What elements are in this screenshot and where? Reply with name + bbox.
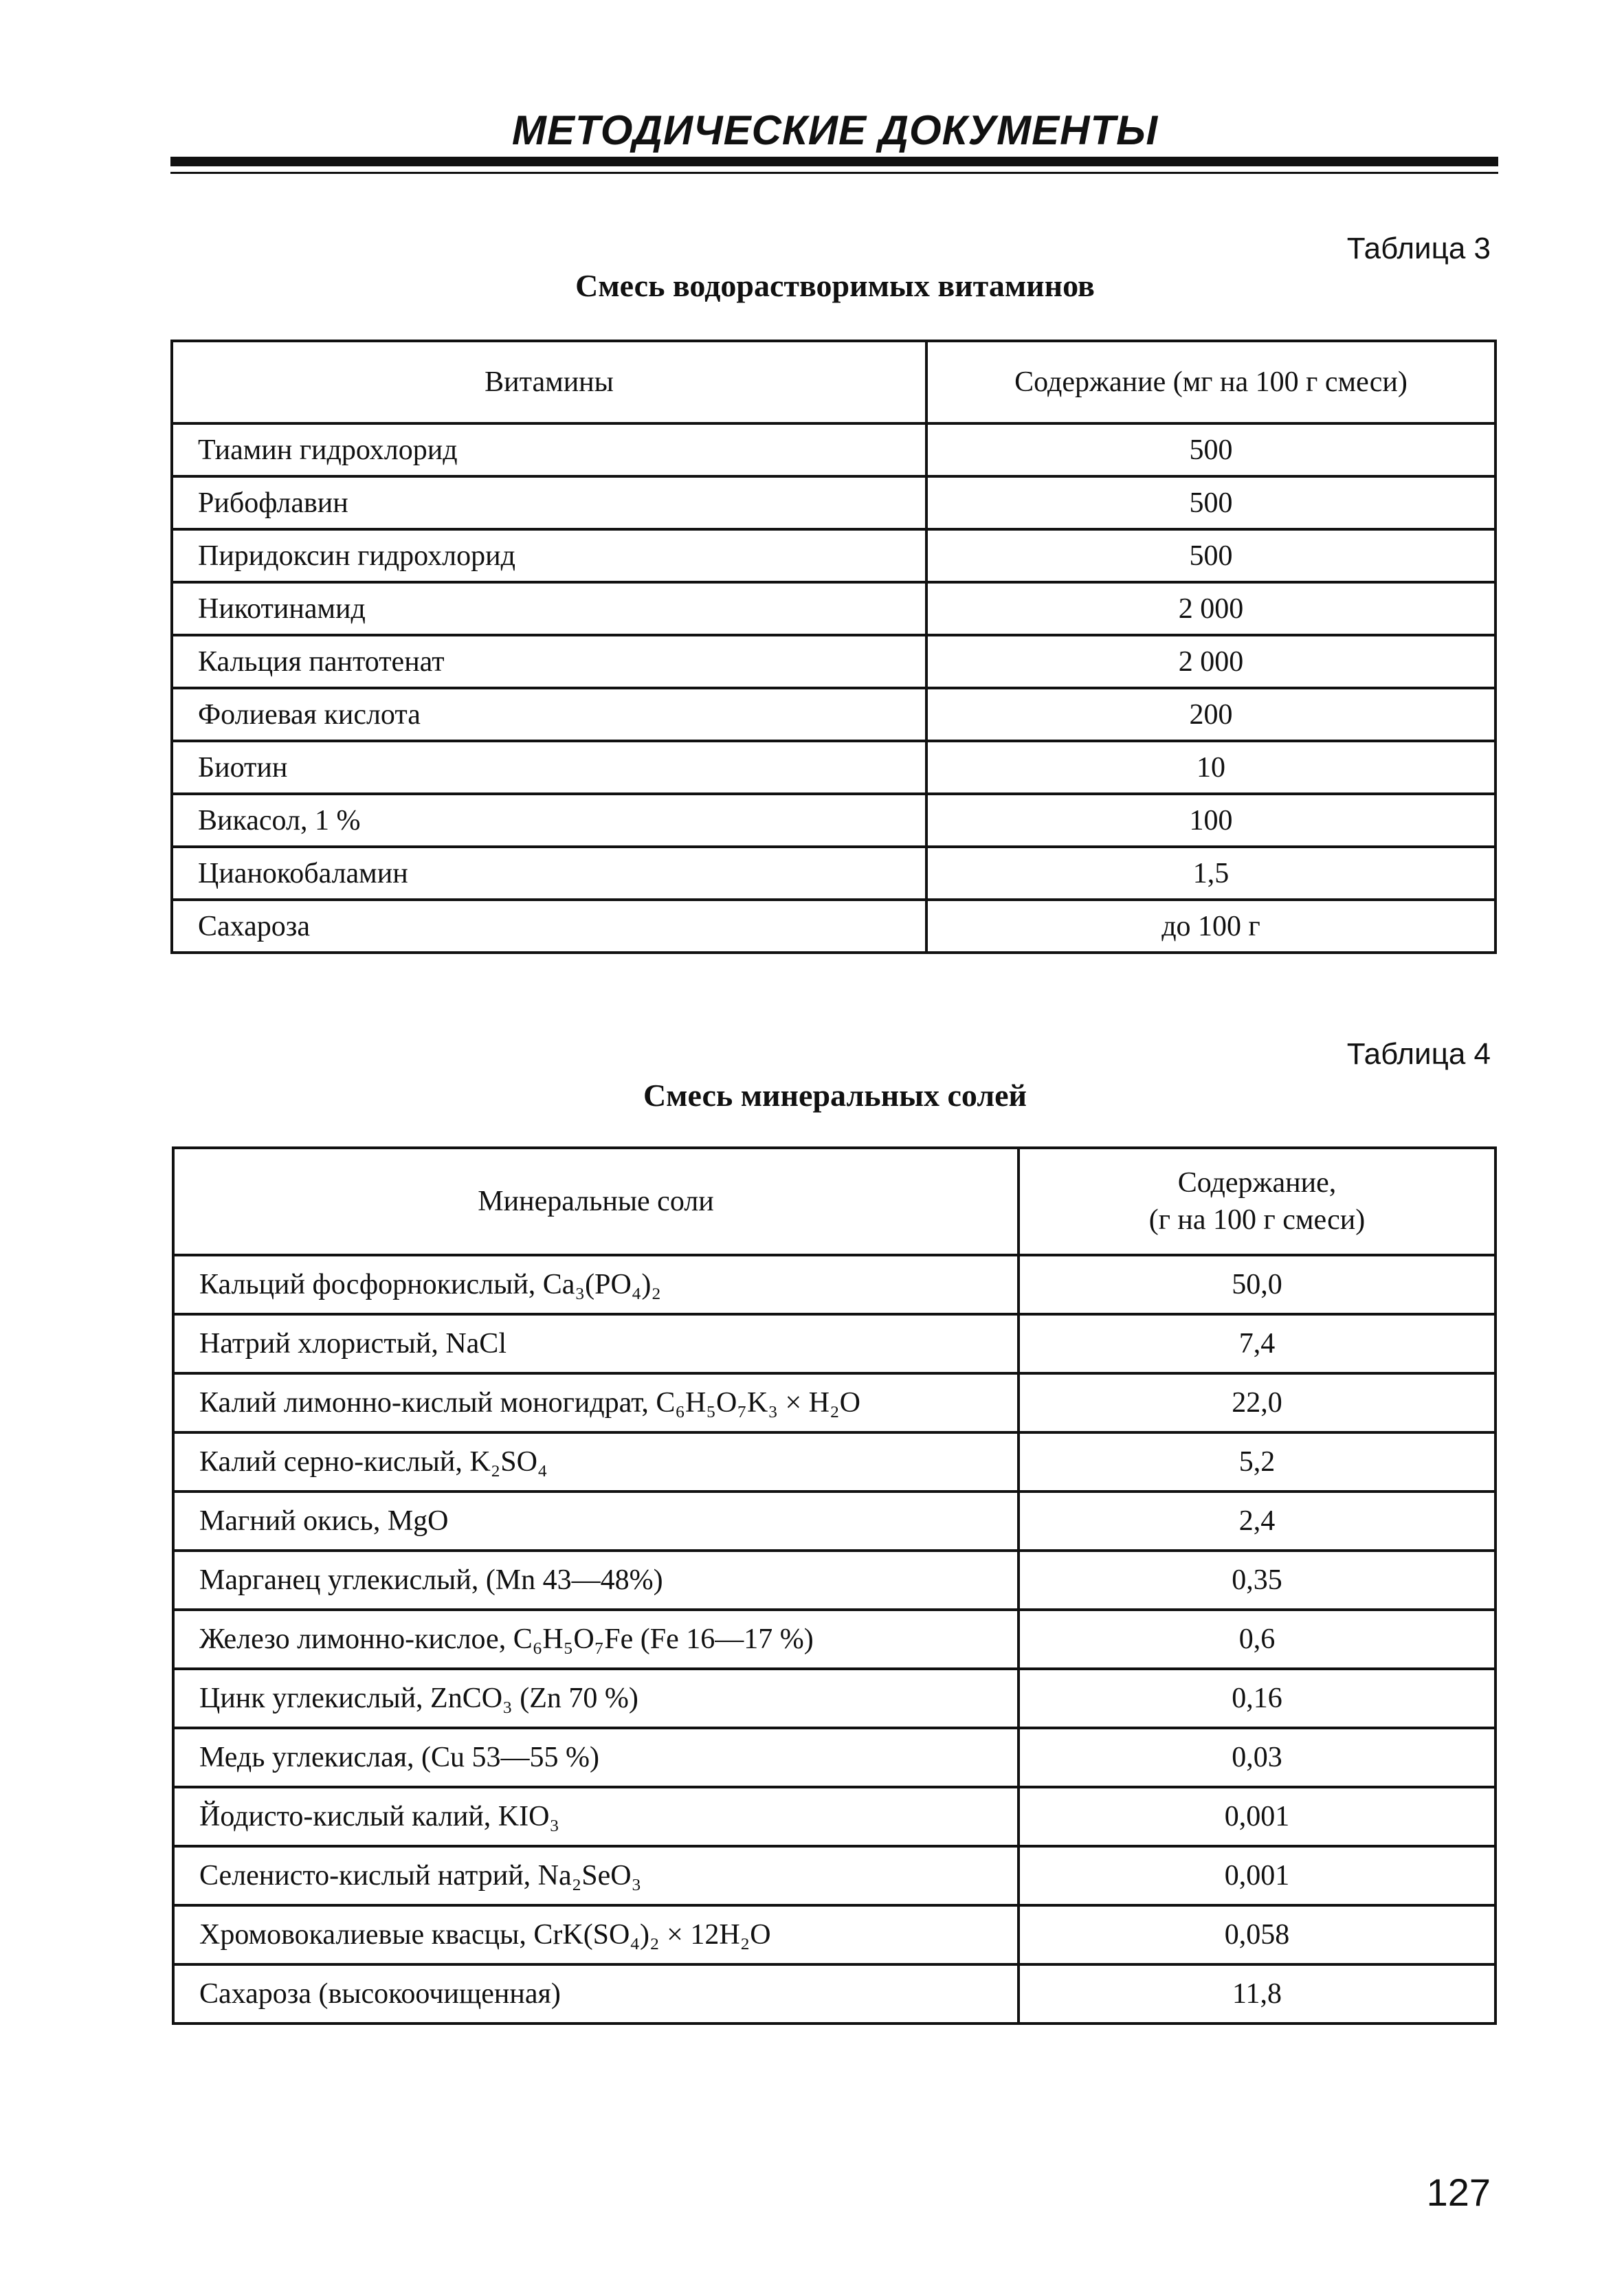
salt-amount: 5,2 [1019,1432,1495,1492]
vitamin-name: Фолиевая кислота [172,688,926,741]
salt-name: Сахароза (высокоочищенная) [173,1964,1019,2023]
table-row [173,1255,1495,1314]
salt-amount: 0,35 [1019,1551,1495,1610]
table-header-row [173,1148,1495,1255]
column-header-vitamins: Витамины [172,341,926,423]
page-number: 127 [1426,2171,1491,2214]
table-row [173,1610,1495,1669]
table-row [173,1846,1495,1905]
column-header-content: Содержание (мг на 100 г смеси) [926,341,1495,423]
salt-name: Магний окись, MgO [173,1492,1019,1551]
vitamin-amount: 10 [926,741,1495,794]
table4-title: Смесь минеральных солей [643,1078,1027,1113]
table-row [173,1314,1495,1373]
vitamin-name: Биотин [172,741,926,794]
column-header-content-line1: Содержание, [1177,1167,1337,1199]
table-row [173,1787,1495,1846]
table-row [173,1551,1495,1610]
vitamin-name: Кальция пантотенат [172,635,926,688]
salt-name: Натрий хлористый, NaCl [173,1314,1019,1373]
table-row [173,1669,1495,1728]
column-header-salts: Минеральные соли [173,1148,1019,1255]
table-row [172,635,1495,688]
table-row [173,1373,1495,1432]
table-row [173,1728,1495,1787]
salt-amount: 7,4 [1019,1314,1495,1373]
salt-amount: 11,8 [1019,1964,1495,2023]
vitamin-amount: до 100 г [926,900,1495,953]
vitamin-name: Викасол, 1 % [172,794,926,847]
vitamin-name: Цианокобаламин [172,847,926,900]
salt-amount: 0,16 [1019,1669,1495,1728]
table3-number: Таблица 3 [1346,232,1491,265]
vitamin-name: Рибофлавин [172,476,926,529]
salt-amount: 0,6 [1019,1610,1495,1669]
salt-name: Медь углекислая, (Cu 53—55 %) [173,1728,1019,1787]
salt-name: Хромовокалиевые квасцы, CrK(SO₄)₂ × 12H₂O [173,1905,1019,1964]
header-rule-thin [170,172,1498,174]
running-header-title: МЕТОДИЧЕСКИЕ ДОКУМЕНТЫ [511,107,1159,153]
vitamin-amount: 2 000 [926,582,1495,635]
salt-name: Калий лимонно-кислый моногидрат, C₆H₅O₇K₃ × H₂O [173,1373,1019,1432]
vitamin-amount: 200 [926,688,1495,741]
salt-amount: 2,4 [1019,1492,1495,1551]
vitamin-name: Тиамин гидрохлорид [172,423,926,476]
salt-name: Калий серно-кислый, K₂SO₄ [173,1432,1019,1492]
table-row [172,582,1495,635]
vitamin-name: Никотинамид [172,582,926,635]
vitamin-amount: 500 [926,476,1495,529]
salt-amount: 0,001 [1019,1846,1495,1905]
vitamin-name: Сахароза [172,900,926,953]
table4-number: Таблица 4 [1346,1037,1491,1071]
table-row [172,529,1495,582]
column-header-content-line2: (г на 100 г смеси) [1148,1204,1366,1236]
header-rule-thick [170,157,1498,166]
table-row [173,1964,1495,2023]
table-row [173,1905,1495,1964]
vitamin-amount: 1,5 [926,847,1495,900]
table-header-row [172,341,1495,423]
vitamin-name: Пиридоксин гидрохлорид [172,529,926,582]
vitamin-amount: 100 [926,794,1495,847]
table-row [173,1492,1495,1551]
table-row [172,741,1495,794]
salt-amount: 0,03 [1019,1728,1495,1787]
salt-amount: 50,0 [1019,1255,1495,1314]
vitamin-amount: 2 000 [926,635,1495,688]
column-header-content [1019,1148,1495,1255]
mineral-salts-table [172,1146,1497,2025]
vitamins-table [170,340,1497,954]
table-row [172,794,1495,847]
table-row [173,1432,1495,1492]
salt-amount: 0,001 [1019,1787,1495,1846]
salt-name: Железо лимонно-кислое, C₆H₅O₇Fe (Fe 16—17 %) [173,1610,1019,1669]
salt-amount: 0,058 [1019,1905,1495,1964]
vitamin-amount: 500 [926,529,1495,582]
vitamin-amount: 500 [926,423,1495,476]
table-row [172,847,1495,900]
table-row [172,423,1495,476]
salt-name: Марганец углекислый, (Mn 43—48%) [173,1551,1019,1610]
salt-name: Селенисто-кислый натрий, Na₂SeO₃ [173,1846,1019,1905]
table3-title: Смесь водорастворимых витаминов [575,268,1095,303]
salt-name: Цинк углекислый, ZnCO₃ (Zn 70 %) [173,1669,1019,1728]
table-row [172,688,1495,741]
salt-name: Кальций фосфорнокислый, Ca₃(PO₄)₂ [173,1255,1019,1314]
table-row [172,476,1495,529]
salt-name: Йодисто-кислый калий, KIO₃ [173,1787,1019,1846]
table-row [172,900,1495,953]
salt-amount: 22,0 [1019,1373,1495,1432]
